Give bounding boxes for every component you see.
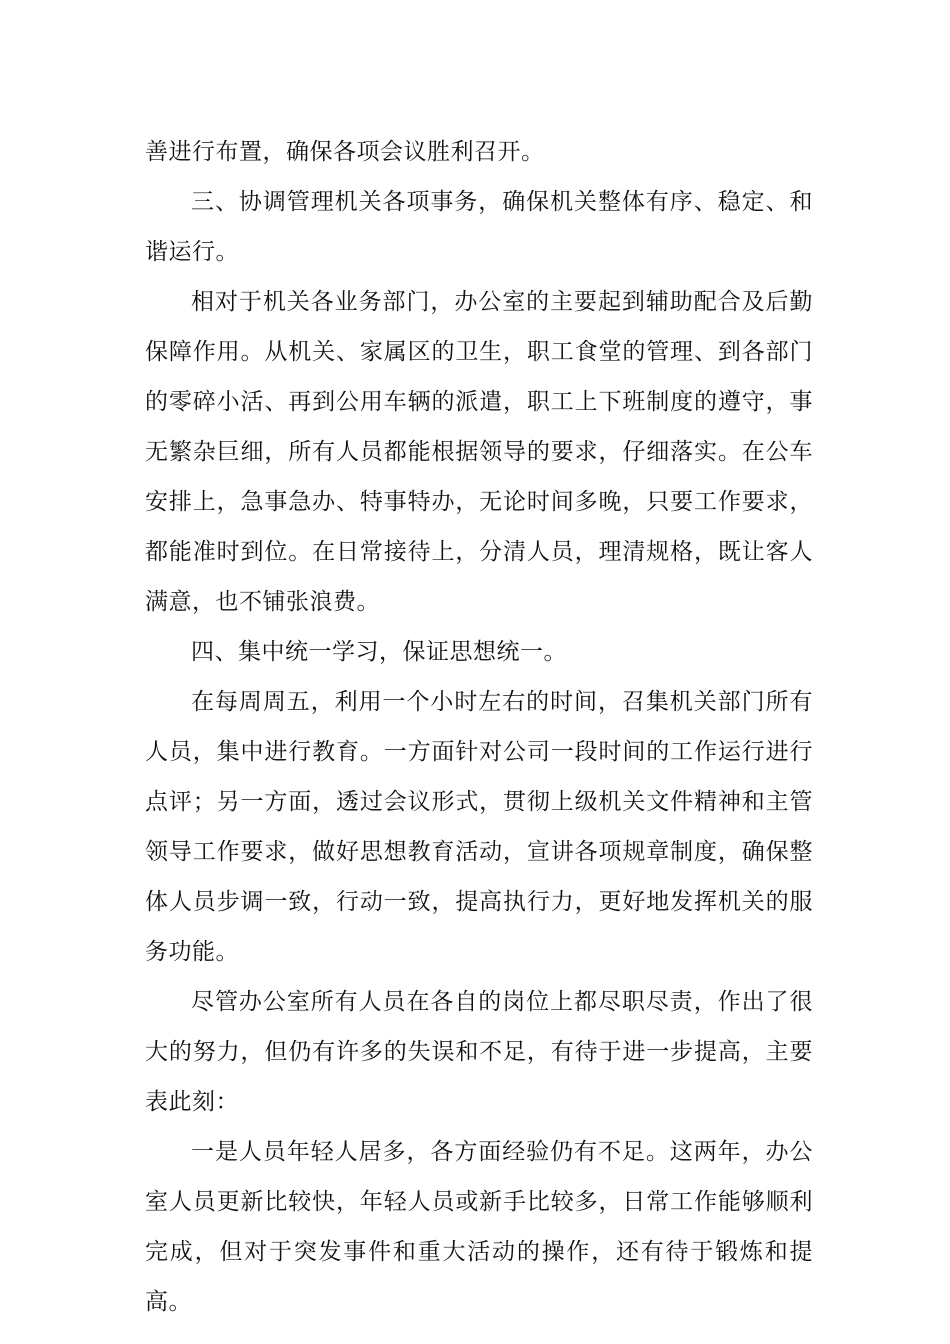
section-heading-3: 三、协调管理机关各项事务，确保机关整体有序、稳定、和谐运行。 [145,189,813,265]
document-body [145,127,813,1327]
section-heading-4: 四、集中统一学习，保证思想统一。 [191,639,567,665]
paragraph-shortcomings: 尽管办公室所有人员在各自的岗位上都尽职尽责，作出了很大的努力，但仍有许多的失误和不足，有待于进一步提高，主要表此刻： [145,989,813,1115]
paragraph-weekly-study: 在每周周五，利用一个小时左右的时间，召集机关部门所有人员，集中进行教育。一方面针对公司一段时间的工作运行进行点评；另一方面，透过会议形式，贯彻上级机关文件精神和主管领导工作要求，做好思想教育活动，宣讲各项规章制度，确保整体人员步调一致，行动一致，提高执行力，更好地发挥机关的服务功能。 [145,689,813,965]
paragraph-point-one: 一是人员年轻人居多，各方面经验仍有不足。这两年，办公室人员更新比较快，年轻人员或新手比较多，日常工作能够顺利完成，但对于突发事件和重大活动的操作，还有待于锻炼和提高。 [145,1139,813,1315]
paragraph-support-role: 相对于机关各业务部门，办公室的主要起到辅助配合及后勤保障作用。从机关、家属区的卫生，职工食堂的管理、到各部门的零碎小活、再到公用车辆的派遣，职工上下班制度的遵守，事无繁杂巨细，所有人员都能根据领导的要求，仔细落实。在公车安排上，急事急办、特事特办，无论时间多晚，只要工作要求，都能准时到位。在日常接待上，分清人员，理清规格，既让客人满意，也不铺张浪费。 [145,289,813,615]
paragraph-continuation: 善进行布置，确保各项会议胜利召开。 [145,139,545,165]
